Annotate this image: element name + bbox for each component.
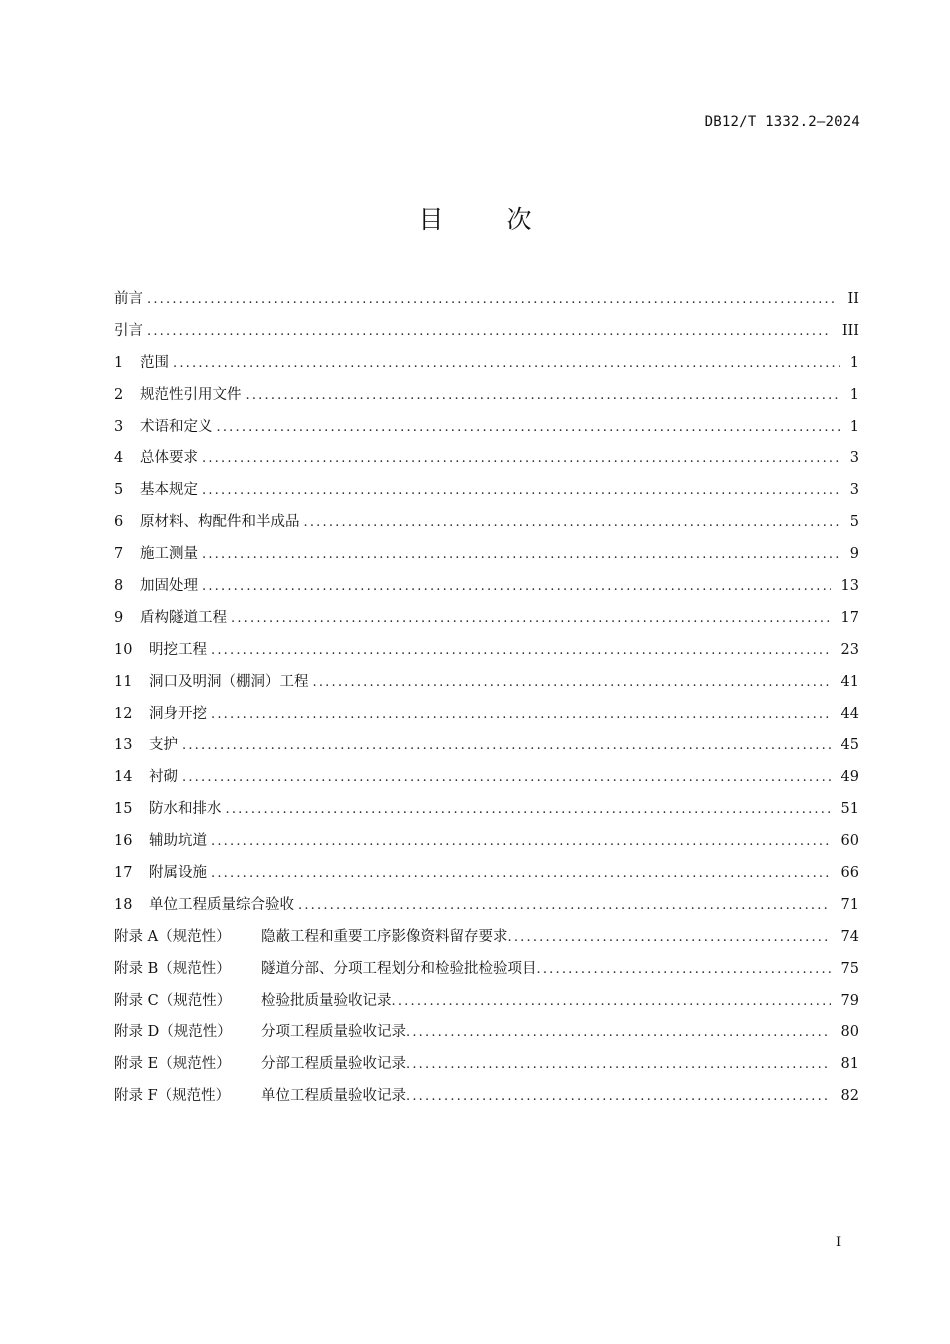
toc-item-title: 基本规定 — [140, 482, 198, 499]
dot-leader — [202, 475, 840, 507]
appendix-title: 分部工程质量验收记录 — [261, 1056, 406, 1073]
toc-item-page: 3 — [849, 482, 859, 499]
toc-item-number: 18 — [114, 896, 133, 913]
toc-item-number: 11 — [114, 673, 133, 690]
toc-item-7[interactable] — [114, 539, 859, 571]
toc-item-5[interactable] — [114, 475, 859, 507]
dot-leader — [211, 635, 831, 667]
toc-item-page: 1 — [849, 354, 859, 371]
appendix-label: 附录 E（规范性） — [114, 1056, 231, 1073]
appendix-label: 附录 B（规范性） — [114, 960, 231, 977]
appendix-page: 81 — [840, 1056, 859, 1073]
toc-item-number: 15 — [114, 801, 133, 818]
toc-item-page: 41 — [840, 673, 859, 690]
toc-item-page: 5 — [849, 514, 859, 531]
toc-item-10[interactable] — [114, 635, 859, 667]
toc-item-page: 49 — [840, 769, 859, 786]
dot-leader — [392, 986, 831, 1018]
toc-item-page: 51 — [840, 801, 859, 818]
appendix-title: 隧道分部、分项工程划分和检验批检验项目 — [261, 960, 537, 977]
toc-item-number: 10 — [114, 641, 133, 658]
toc-appendix-c[interactable] — [114, 986, 859, 1018]
toc-item-title: 洞身开挖 — [149, 705, 207, 722]
toc-item-title: 附属设施 — [149, 865, 207, 882]
toc-item-number: 5 — [114, 482, 124, 499]
toc-item-16[interactable] — [114, 826, 859, 858]
table-of-contents — [114, 284, 859, 1113]
toc-item-introduction[interactable] — [114, 316, 859, 348]
toc-item-4[interactable] — [114, 443, 859, 475]
dot-leader — [313, 667, 831, 699]
toc-item-title: 明挖工程 — [149, 641, 207, 658]
dot-leader — [304, 507, 840, 539]
dot-leader — [202, 571, 831, 603]
appendix-label: 附录 D（规范性） — [114, 1024, 232, 1041]
toc-item-title: 辅助坑道 — [149, 833, 207, 850]
toc-item-8[interactable] — [114, 571, 859, 603]
toc-item-14[interactable] — [114, 762, 859, 794]
toc-appendix-f[interactable] — [114, 1081, 859, 1113]
toc-item-number: 17 — [114, 865, 133, 882]
appendix-title: 检验批质量验收记录 — [261, 992, 392, 1009]
dot-leader — [226, 794, 831, 826]
toc-item-number: 3 — [114, 418, 124, 435]
appendix-title: 隐蔽工程和重要工序影像资料留存要求 — [261, 928, 508, 945]
dot-leader — [406, 1081, 831, 1113]
toc-item-number: 13 — [114, 737, 133, 754]
page-title — [0, 200, 950, 236]
toc-item-11[interactable] — [114, 667, 859, 699]
toc-item-number: 8 — [114, 578, 124, 595]
appendix-page: 80 — [840, 1024, 859, 1041]
toc-item-6[interactable] — [114, 507, 859, 539]
page-title-char-2: 次 — [506, 205, 532, 234]
toc-item-number: 2 — [114, 386, 124, 403]
toc-item-foreword[interactable] — [114, 284, 859, 316]
toc-item-page: 9 — [849, 546, 859, 563]
document-code: DB12/T 1332.2—2024 — [704, 114, 860, 130]
toc-item-title: 前言 — [114, 291, 143, 307]
dot-leader — [182, 762, 831, 794]
appendix-page: 74 — [840, 928, 859, 945]
toc-appendix-a[interactable] — [114, 922, 859, 954]
appendix-page: 75 — [840, 960, 859, 977]
toc-item-number: 7 — [114, 546, 124, 563]
toc-appendix-b[interactable] — [114, 954, 859, 986]
dot-leader — [147, 284, 838, 316]
toc-item-title: 加固处理 — [140, 578, 198, 595]
dot-leader — [406, 1017, 831, 1049]
toc-item-page: 23 — [840, 641, 859, 658]
toc-item-title: 规范性引用文件 — [140, 386, 242, 403]
toc-item-page: II — [847, 291, 859, 307]
toc-item-title: 总体要求 — [140, 450, 198, 467]
toc-item-page: 3 — [849, 450, 859, 467]
toc-item-title: 洞口及明洞（棚洞）工程 — [149, 673, 309, 690]
toc-item-title: 原材料、构配件和半成品 — [140, 514, 300, 531]
toc-item-title: 支护 — [149, 737, 178, 754]
appendix-page: 82 — [840, 1088, 859, 1105]
appendix-label: 附录 F（规范性） — [114, 1088, 231, 1105]
page-title-char-1: 目 — [418, 205, 444, 234]
toc-item-number: 14 — [114, 769, 133, 786]
toc-item-page: 1 — [849, 418, 859, 435]
toc-item-17[interactable] — [114, 858, 859, 890]
toc-item-3[interactable] — [114, 412, 859, 444]
dot-leader — [182, 730, 831, 762]
toc-item-title: 防水和排水 — [149, 801, 222, 818]
toc-item-title: 单位工程质量综合验收 — [149, 896, 294, 913]
toc-item-9[interactable] — [114, 603, 859, 635]
toc-item-page: III — [841, 322, 859, 339]
toc-appendix-e[interactable] — [114, 1049, 859, 1081]
dot-leader — [298, 890, 831, 922]
toc-item-number: 6 — [114, 514, 124, 531]
appendix-label: 附录 A（规范性） — [114, 928, 231, 945]
toc-item-number: 1 — [114, 354, 124, 371]
dot-leader — [173, 348, 840, 380]
toc-item-page: 17 — [840, 609, 859, 626]
toc-item-15[interactable] — [114, 794, 859, 826]
dot-leader — [211, 858, 831, 890]
dot-leader — [211, 826, 831, 858]
toc-item-title: 范围 — [140, 354, 169, 371]
dot-leader — [211, 699, 831, 731]
dot-leader — [202, 443, 840, 475]
dot-leader — [147, 316, 832, 348]
toc-item-number: 9 — [114, 609, 124, 626]
toc-item-page: 71 — [840, 896, 859, 913]
toc-item-1[interactable] — [114, 348, 859, 380]
toc-item-page: 1 — [849, 386, 859, 403]
page-number: I — [836, 1235, 842, 1250]
appendix-label: 附录 C（规范性） — [114, 992, 232, 1009]
toc-item-page: 60 — [840, 833, 859, 850]
dot-leader — [537, 954, 831, 986]
toc-item-title: 引言 — [114, 322, 143, 339]
toc-item-page: 66 — [840, 865, 859, 882]
dot-leader — [508, 922, 831, 954]
dot-leader — [231, 603, 831, 635]
dot-leader — [246, 380, 840, 412]
appendix-title: 单位工程质量验收记录 — [261, 1088, 406, 1105]
toc-item-13[interactable] — [114, 730, 859, 762]
toc-item-title: 衬砌 — [149, 769, 178, 786]
toc-item-number: 12 — [114, 705, 133, 722]
dot-leader — [406, 1049, 831, 1081]
dot-leader — [217, 412, 840, 444]
toc-appendix-d[interactable] — [114, 1017, 859, 1049]
toc-item-2[interactable] — [114, 380, 859, 412]
toc-item-page: 45 — [840, 737, 859, 754]
toc-item-18[interactable] — [114, 890, 859, 922]
toc-item-12[interactable] — [114, 699, 859, 731]
toc-item-page: 13 — [840, 578, 859, 595]
toc-item-page: 44 — [840, 705, 859, 722]
appendix-page: 79 — [840, 992, 859, 1009]
toc-item-title: 盾构隧道工程 — [140, 609, 227, 626]
dot-leader — [202, 539, 840, 571]
toc-item-number: 16 — [114, 833, 133, 850]
toc-item-title: 施工测量 — [140, 546, 198, 563]
appendix-title: 分项工程质量验收记录 — [261, 1024, 406, 1041]
toc-item-title: 术语和定义 — [140, 418, 213, 435]
toc-item-number: 4 — [114, 450, 124, 467]
